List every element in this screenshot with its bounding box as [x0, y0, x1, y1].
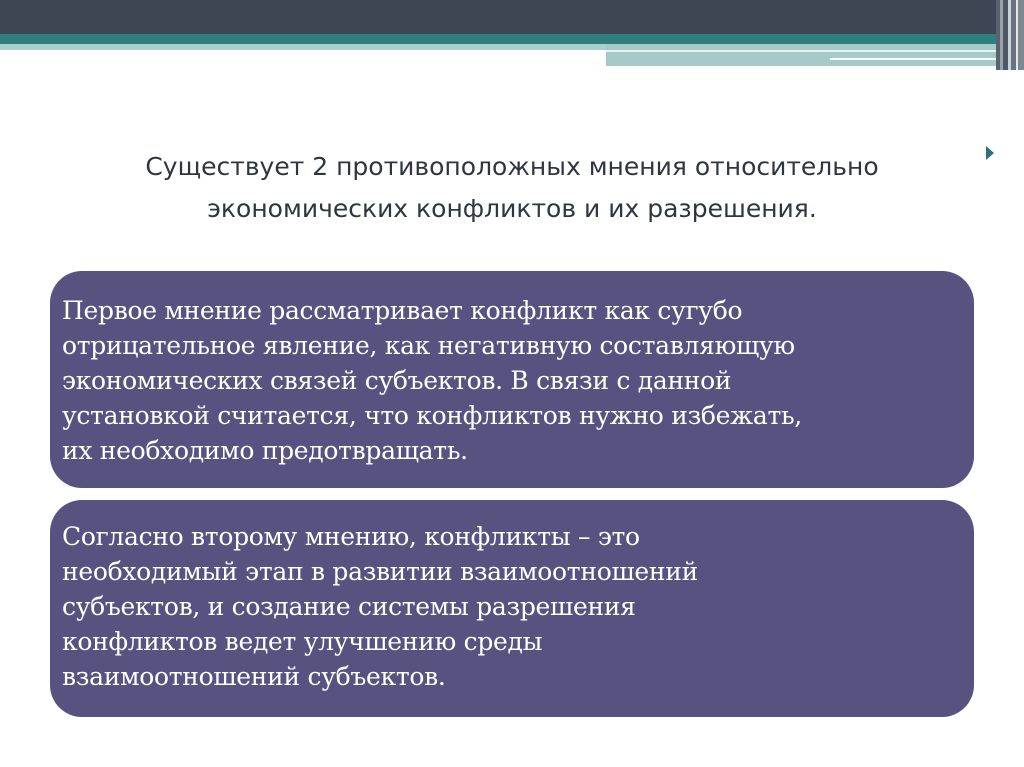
header-accent-line — [606, 50, 996, 52]
header-light-teal-block — [606, 44, 996, 66]
header-teal-stripe — [0, 34, 1024, 44]
header-edge-stripes — [996, 0, 1024, 70]
header-accent-line-short — [830, 58, 996, 60]
slide-title: Существует 2 противоположных мнения относительно экономических конфликтов и их разрешения. — [145, 152, 879, 223]
opinion-card-first — [50, 271, 974, 488]
header-dark-band — [0, 0, 1024, 34]
opinion-text-first: Первое мнение рассматривает конфликт как сугубо отрицательное явление, как негативную составляющую экономических связей субъектов. В связи с данной установкой считается, что конфликтов нужно избежать, их необходимо предотвращать. — [62, 296, 802, 465]
right-triangle-icon — [986, 146, 994, 160]
opinion-card-second — [50, 500, 974, 717]
opinion-text-second: Согласно второму мнению, конфликты – это необходимый этап в развитии взаимоотношений субъектов, и создание системы разрешения конфликтов ведет улучшению среды взаимоотношений субъектов. — [62, 522, 698, 691]
